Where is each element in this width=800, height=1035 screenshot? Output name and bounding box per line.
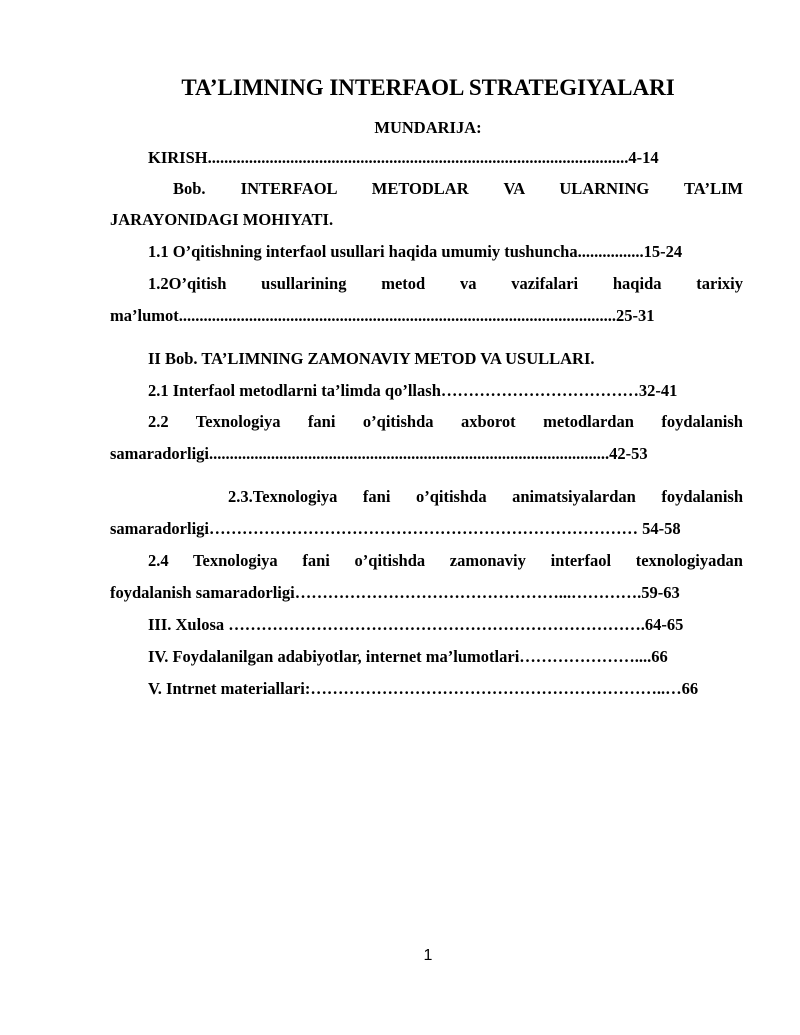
- toc-entry-2-1: 2.1 Interfaol metodlarni ta’limda qo’llash………………………………32-41: [148, 381, 678, 400]
- toc-entry-2-3-line2: samaradorligi…………………………………………………………………… 54-58: [110, 519, 681, 538]
- toc-entry-1-1: 1.1 O’qitishning interfaol usullari haqida umumiy tushuncha................15-24: [148, 242, 683, 261]
- toc-entry-chapter1-line2: JARAYONIDAGI MOHIYATI.: [110, 210, 334, 229]
- toc-heading: MUNDARIJA:: [374, 118, 482, 137]
- toc-entry-1-2-line1: 1.2O’qitish usullarining metod va vazifalari haqida tarixiy: [148, 274, 743, 293]
- toc-entry-chapter1-line1: Bob. INTERFAOL METODLAR VA ULARNING TA’LIM: [173, 179, 743, 198]
- toc-entry-kirish: KIRISH......................................................................................................4-14: [148, 148, 659, 167]
- toc-entry-2-2-line1: 2.2 Texnologiya fani o’qitishda axborot metodlardan foydalanish: [148, 412, 743, 431]
- toc-entry-2-4-line2: foydalanish samaradorligi…………………………………………...………….59-63: [110, 583, 680, 602]
- toc-entry-adabiyotlar: IV. Foydalanilgan adabiyotlar, internet ma’lumotlari…………………....66: [148, 647, 668, 666]
- page-number: 1: [423, 947, 433, 964]
- toc-entry-1-2-line2: ma’lumot..........................................................................................................25-31: [110, 306, 655, 325]
- toc-entry-2-2-line2: samaradorligi.................................................................................................42-53: [110, 444, 648, 463]
- toc-entry-internet-materiallari: V. Intrnet materiallari:………………………………………………………..…66: [148, 679, 699, 698]
- toc-entry-chapter2: II Bob. TA’LIMNING ZAMONAVIY METOD VA USULLARI.: [148, 349, 595, 368]
- toc-entry-xulosa: III. Xulosa ………………………………………………………………….64-65: [148, 615, 684, 634]
- page-title: TA’LIMNING INTERFAOL STRATEGIYALARI: [181, 75, 675, 100]
- toc-entry-2-3-line1: 2.3.Texnologiya fani o’qitishda animatsiyalardan foydalanish: [228, 487, 743, 506]
- toc-entry-2-4-line1: 2.4 Texnologiya fani o’qitishda zamonaviy interfaol texnologiyadan: [148, 551, 743, 570]
